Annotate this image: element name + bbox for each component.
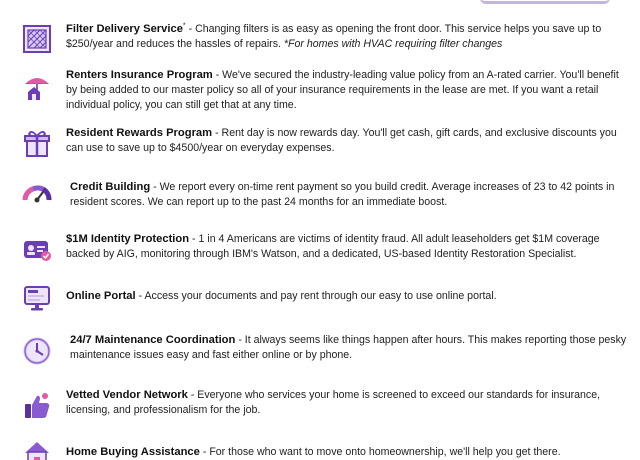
feature-title: Credit Building [70,181,151,193]
feature-title: 24/7 Maintenance Coordination [70,334,236,346]
feature-footnote: *For homes with HVAC requiring filter changes [283,38,503,50]
feature-text: Online Portal - Access your documents and pay rent through our easy to use online portal. [66,290,497,302]
feature-text: Renters Insurance Program - We've secured the industry-leading value policy from an A-rated carrier. You'll benefit by being added to our master policy so all of your insurance requirements in the lease are met. If you want a retail individual policy, you can still get that at any time. [66,69,619,111]
feature-description: For those who want to move onto homeownership, we'll help you get there. [209,446,561,458]
feature-description: 1 in 4 Americans are victims of identity fraud. All adult leaseholders get $1M coverage backed by AIG, monitoring through IBM's Watson, and a dedicated, US-based Identity Restoration Specialist. [66,233,600,260]
thumbs-up-icon [22,391,52,421]
id-card-icon [22,234,52,264]
title-asterisk: * [182,22,186,30]
house-icon [22,439,52,460]
feature-description: We've secured the industry-leading value policy from an A-rated carrier. You'll benefit by being added to our master policy so all of your insurance requirements in the lease are met. If you want a retail individual policy, you can still get that at any time. [66,69,619,111]
feature-text: 24/7 Maintenance Coordination - It always seems like things happen after hours. This makes reporting those pesky maintenance issues easy and fast either online or by phone. [70,334,627,361]
feature-text: Home Buying Assistance - For those who want to move onto homeownership, we'll help you get there. [66,446,561,458]
gift-icon [22,128,52,158]
feature-title: Home Buying Assistance [66,446,200,458]
feature-title: Renters Insurance Program [66,69,213,81]
feature-text: Resident Rewards Program - Rent day is now rewards day. You'll get cash, gift cards, and exclusive discounts you can use to save up to $4500/year on everyday expenses. [66,127,617,154]
feature-text: Filter Delivery Service* - Changing filters is as easy as opening the front door. This service helps you save up to $250/year and reduces the hassles of repairs. *For homes with HVAC requiring filter changes [66,22,602,50]
credit-gauge-icon [22,180,52,210]
feature-description: Everyone who services your home is screened to exceed our standards for insurance, licensing, and professionalism for the job. [66,389,601,416]
filter-grid-icon [22,24,52,54]
feature-description: Access your documents and pay rent through our easy to use online portal. [144,290,497,302]
feature-text: Vetted Vendor Network - Everyone who services your home is screened to exceed our standards for insurance, licensing, and professionalism for the job. [66,389,601,416]
clock-icon [22,336,52,366]
feature-title: Filter Delivery Service [66,23,183,35]
umbrella-house-icon [22,72,52,102]
feature-title: $1M Identity Protection [66,233,190,245]
feature-description: Rent day is now rewards day. You'll get cash, gift cards, and exclusive discounts you can use to save up to $4500/year on everyday expenses. [66,127,617,154]
feature-description: We report every on-time rent payment so you build credit. Average increases of 23 to 42 points in resident scores. We can report up to the past 24 months for an immediate boost. [70,181,615,208]
top-edge-fragment [0,0,640,6]
feature-title: Vetted Vendor Network [66,389,188,401]
monitor-icon [22,283,52,313]
feature-description: Changing filters is as easy as opening the front door. This service helps you save up to $250/year and reduces the hassles of repairs. [66,23,602,50]
feature-title: Online Portal [66,290,136,302]
feature-description: It always seems like things happen after hours. This makes reporting those pesky maintenance issues easy and fast either online or by phone. [70,334,627,361]
feature-title: Resident Rewards Program [66,127,213,139]
feature-text: Credit Building - We report every on-time rent payment so you build credit. Average increases of 23 to 42 points in resident scores. We can report up to the past 24 months for an immediate boost. [70,181,615,208]
feature-text: $1M Identity Protection - 1 in 4 Americans are victims of identity fraud. All adult leaseholders get $1M coverage backed by AIG, monitoring through IBM's Watson, and a dedicated, US-based Identity Restoration Specialist. [66,233,600,260]
